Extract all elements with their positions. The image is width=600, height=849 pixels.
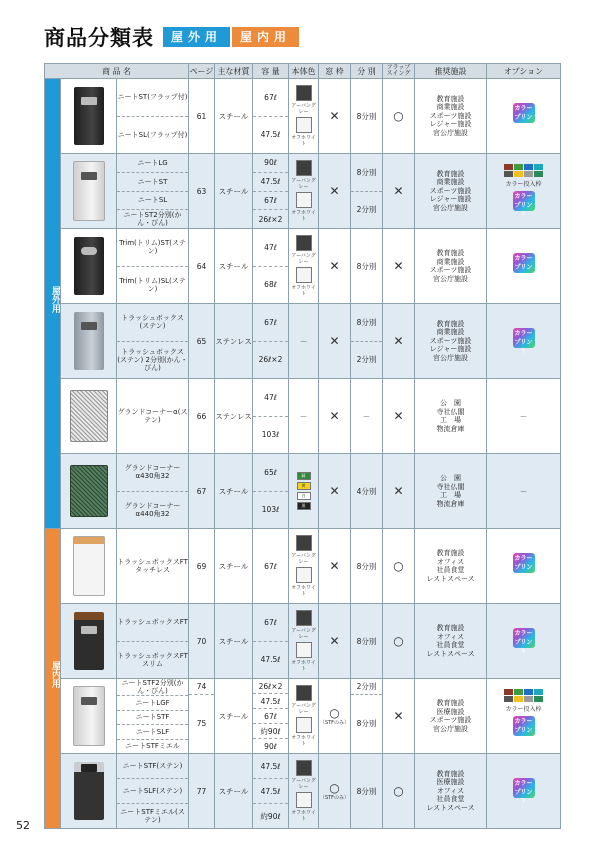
stf-only-note: （STFのみ）: [319, 795, 350, 801]
color-swatch-green: 緑: [297, 472, 311, 480]
product-name: トラッシュボックスFTスリム: [117, 651, 188, 668]
material: ステンレス: [215, 379, 253, 454]
color-swatch-yellow: 黄: [297, 482, 311, 490]
division: 8分別: [351, 229, 383, 304]
capacity: 103ℓ: [261, 505, 280, 515]
color-swatch-white: [296, 267, 312, 283]
color-frame-label: カラー投入枠: [505, 181, 542, 188]
col-facility: 推奨施設: [415, 64, 487, 79]
zone-indoor: 屋内用: [45, 529, 61, 829]
col-option: オプション: [487, 64, 561, 79]
capacity: 47.5ℓ: [260, 655, 281, 665]
product-name: ニートSL(フラップ付): [117, 130, 188, 139]
stf-only-note: （STFのみ）: [319, 720, 350, 726]
material: スチール: [215, 154, 253, 229]
window-mark: ✕: [319, 229, 351, 304]
table-row: [45, 454, 561, 529]
product-name: グランドコーナーα430角32: [117, 454, 188, 492]
page-ref: 64: [189, 229, 215, 304]
col-name: 商 品 名: [45, 64, 189, 79]
capacity: 68ℓ: [264, 280, 277, 290]
capacity: 90ℓ: [253, 154, 288, 173]
capacity: 67ℓ: [253, 604, 288, 642]
capacity: 47ℓ: [253, 379, 288, 417]
capacity: 90ℓ: [264, 741, 277, 751]
capacity: 47.5ℓ: [253, 779, 288, 804]
option-none: －: [487, 454, 561, 529]
color-swatch-group: [289, 472, 318, 510]
product-name: ニートLG: [117, 154, 188, 173]
color-swatch-gray: [296, 160, 312, 176]
page-ref: 70: [189, 604, 215, 679]
trash-bin-image: [70, 465, 108, 517]
col-division: 分 別: [351, 64, 383, 79]
division: 8分別: [351, 304, 382, 342]
product-name: Trim(トリム)SL(ステン): [119, 276, 186, 293]
table-row: 屋外用 ニートST(フラップ付) ニートSL(フラップ付) 61 スチール 67ℓ 47.5ℓ アーバングレー オフホワイト ✕ 8分別 ○ 教育施設 商業施設 スポーツ施設 レジャー施設 官公庁施設 カラー プリント: [45, 79, 561, 154]
page-number: 52: [16, 819, 30, 832]
table-row: トラッシュボックスFT トラッシュボックスFTスリム 70 スチール 67ℓ 47.5ℓ アーバングレー オフホワイト ✕ 8分別 ○ 教育施設 オフィス 社員食堂 レストスペース カラー プリント: [45, 604, 561, 679]
product-name: ニートST2分別(かん・びん): [123, 211, 182, 228]
table-row: [45, 379, 561, 454]
capacity: 67ℓ: [253, 304, 288, 342]
col-color: 本体色: [289, 64, 319, 79]
flap-mark: ✕: [383, 229, 415, 304]
color-swatch-gray: [296, 610, 312, 626]
page-header: [44, 22, 300, 52]
color-print-badge: カラー プリント: [514, 254, 533, 280]
option-none: －: [487, 379, 561, 454]
color-print-badge: カラー プリント: [514, 104, 533, 130]
capacity: 26ℓ×2: [253, 679, 288, 694]
window-mark: ○: [329, 781, 340, 795]
color-print-badge: カラー プリント: [514, 629, 533, 655]
flap-mark: ○: [383, 79, 415, 154]
color-print-badge: カラー プリント: [514, 193, 533, 218]
product-name: グランドコーナーα(ステン): [117, 408, 188, 424]
trash-bin-image: [73, 161, 105, 221]
product-name: トラッシュボックスFTタッチレス: [117, 558, 188, 574]
color-none: －: [289, 304, 319, 379]
page-ref: 66: [189, 379, 215, 454]
facilities: 公 園 寺社仏閣 工 場 物流倉庫: [436, 474, 465, 508]
trash-bin-image: [74, 87, 104, 145]
capacity: 67ℓ: [253, 79, 288, 117]
division: －: [351, 379, 383, 454]
product-name: ニートST(フラップ付): [117, 79, 188, 117]
facilities: 教育施設 商業施設 スポーツ施設 レジャー施設 官公庁施設: [429, 94, 472, 137]
product-name: ニートLGF: [117, 696, 188, 711]
table-row: [45, 304, 561, 379]
division: 8分別: [351, 79, 383, 154]
capacity: 47.5ℓ: [253, 754, 288, 779]
capacity: 67ℓ: [253, 192, 288, 211]
division: 8分別: [351, 529, 383, 604]
capacity: 約90ℓ: [253, 724, 288, 739]
color-swatch-gray: [296, 85, 312, 101]
table-row: 屋内用 トラッシュボックスFTタッチレス 69 スチール 67ℓ アーバングレー オフホワイト ✕ 8分別 ○ 教育施設 オフィス 社員食堂 レストスペース カラー プリント: [45, 529, 561, 604]
capacity: 26ℓ×2: [258, 355, 283, 365]
division: 8分別: [351, 154, 382, 192]
color-swatch-gray: [296, 760, 312, 776]
trash-bin-image: [74, 762, 104, 820]
trash-bin-image: [73, 536, 105, 596]
product-name: ニートSTFミエル(ステン): [120, 808, 185, 824]
flap-mark: ✕: [383, 379, 415, 454]
product-image: [61, 79, 117, 154]
page-ref: 61: [189, 79, 215, 154]
material: スチール: [215, 529, 253, 604]
page-ref: 75: [196, 719, 207, 729]
color-frame-label: カラー投入枠: [505, 706, 542, 713]
trash-bin-image: [74, 612, 104, 670]
col-flap: フラップ スイング: [383, 64, 415, 79]
division: 8分別: [356, 719, 377, 729]
color-swatch-white: [296, 792, 312, 808]
capacity: 47.5ℓ: [260, 130, 281, 140]
tag-indoor: 屋内用: [231, 26, 300, 48]
product-name: ニートSL: [117, 192, 188, 211]
color-swatch-white: [296, 192, 312, 208]
product-name: ニートSTF: [117, 711, 188, 726]
tag-outdoor: 屋外用: [162, 26, 231, 48]
product-name: ニートSTFミエル: [125, 742, 180, 751]
product-name: ニートSLF(ステン): [117, 779, 188, 804]
trash-bin-image: [73, 686, 105, 746]
color-frame-palette: [487, 164, 560, 177]
flap-mark: ○: [383, 529, 415, 604]
window-mark: ✕: [319, 604, 351, 679]
division: 2分別: [351, 679, 382, 695]
page-ref: 69: [189, 529, 215, 604]
table-row: ニートSTF(ステン) ニートSLF(ステン) ニートSTFミエル(ステン) 77 スチール 47.5ℓ 47.5ℓ 約90ℓ アーバングレー オフホワイト ○ （STFのみ） 8分別 ○ 教育施設 医療施設 オフィス 社員食堂 レストスペース カラー プリント: [45, 754, 561, 829]
color-swatch-gray: [296, 685, 312, 701]
division: 4分別: [351, 454, 383, 529]
color-swatch-white: 白: [297, 492, 311, 500]
page-title: 商品分類表: [44, 26, 154, 50]
division: 8分別: [351, 604, 383, 679]
capacity: 47.5ℓ: [253, 173, 288, 192]
division: 2分別: [356, 355, 377, 365]
division: 8分別: [351, 754, 383, 829]
page-ref: 67: [189, 454, 215, 529]
product-name: トラッシュボックスFT: [117, 604, 188, 642]
col-window: 窓 枠: [319, 64, 351, 79]
trash-bin-image: [70, 390, 108, 442]
flap-mark: ✕: [383, 454, 415, 529]
flap-mark: ○: [383, 754, 415, 829]
product-name: Trim(トリム)ST(ステン): [117, 229, 188, 267]
facilities: 教育施設 医療施設 オフィス 社員食堂 レストスペース: [426, 769, 475, 812]
capacity: 約90ℓ: [260, 811, 281, 821]
product-name: トラッシュボックス(ステン): [117, 304, 188, 342]
material: スチール: [215, 454, 253, 529]
product-name: ニートSLF: [117, 725, 188, 740]
flap-mark: ○: [383, 604, 415, 679]
product-name: ニートST: [117, 173, 188, 192]
material: スチール: [215, 679, 253, 754]
product-name: グランドコーナーα440角32: [124, 501, 181, 518]
product-table: [44, 63, 561, 829]
color-swatch-white: [296, 567, 312, 583]
color-print-badge: カラー プリント: [514, 718, 533, 743]
color-frame-palette: [487, 689, 560, 702]
capacity: 67ℓ: [264, 561, 277, 571]
capacity: 65ℓ: [253, 454, 288, 492]
capacity: 26ℓ×2: [258, 214, 283, 224]
col-material: 主な材質: [215, 64, 253, 79]
division: 2分別: [356, 205, 377, 215]
page-ref: 77: [189, 754, 215, 829]
facilities: 教育施設 商業施設 スポーツ施設 官公庁施設: [429, 249, 472, 283]
page-ref: 65: [189, 304, 215, 379]
table-header-row: [45, 64, 561, 79]
zone-outdoor: 屋外用: [45, 79, 61, 529]
col-capacity: 容 量: [253, 64, 289, 79]
facilities: 教育施設 医療施設 スポーツ施設 官公庁施設: [429, 699, 472, 733]
table-row: ニートLG ニートST ニートSL ニートST2分別(かん・びん) 63 スチール 90ℓ 47.5ℓ 67ℓ 26ℓ×2 アーバングレー オフホワイト ✕ 8分別 2分別 ✕ 教育施設 商業施設 スポーツ施設 レジャー施設 官公庁施設 カラー投入枠 カラー プリント: [45, 154, 561, 229]
color-swatch-gray: [296, 235, 312, 251]
window-mark: ✕: [319, 304, 351, 379]
capacity: 47.5ℓ: [253, 694, 288, 709]
material: スチール: [215, 754, 253, 829]
color-print-badge: カラー プリント: [514, 554, 533, 580]
window-mark: ✕: [319, 79, 351, 154]
color-swatch-gray: [296, 535, 312, 551]
facilities: 教育施設 商業施設 スポーツ施設 レジャー施設 官公庁施設: [429, 169, 472, 212]
color-swatch-white: [296, 117, 312, 133]
capacity: 67ℓ: [253, 709, 288, 724]
capacity: 103ℓ: [261, 430, 280, 440]
material: ステンレス: [215, 304, 253, 379]
window-mark: ○: [329, 706, 340, 720]
facilities: 教育施設 オフィス 社員食堂 レストスペース: [426, 624, 475, 658]
color-print-badge: カラー プリント: [514, 779, 533, 805]
trash-bin-image: [74, 312, 104, 370]
facilities: 教育施設 オフィス 社員食堂 レストスペース: [426, 549, 475, 583]
color-none: －: [289, 379, 319, 454]
window-mark: ✕: [319, 454, 351, 529]
material: スチール: [215, 79, 253, 154]
color-swatch-black: 黒: [297, 502, 311, 510]
flap-mark: ✕: [383, 679, 415, 754]
material: スチール: [215, 229, 253, 304]
facilities: 公 園 寺社仏閣 工 場 物流倉庫: [436, 399, 465, 433]
page-ref: 63: [189, 154, 215, 229]
capacity: 47ℓ: [253, 229, 288, 267]
window-mark: ✕: [319, 529, 351, 604]
product-name: ニートSTF(ステン): [117, 754, 188, 779]
color-swatch-white: [296, 717, 312, 733]
window-mark: ✕: [319, 379, 351, 454]
material: スチール: [215, 604, 253, 679]
flap-mark: ✕: [383, 154, 415, 229]
trash-bin-image: [74, 237, 104, 295]
color-print-badge: カラー プリント: [514, 329, 533, 355]
window-mark: ✕: [319, 154, 351, 229]
flap-mark: ✕: [383, 304, 415, 379]
facilities: 教育施設 商業施設 スポーツ施設 レジャー施設 官公庁施設: [429, 319, 472, 362]
product-name: ニートSTF2分別(かん・びん): [117, 679, 188, 696]
table-row: Trim(トリム)ST(ステン) Trim(トリム)SL(ステン) 64 スチール 47ℓ 68ℓ アーバングレー オフホワイト ✕ 8分別 ✕ 教育施設 商業施設 スポーツ施設 官公庁施設 カラー プリント: [45, 229, 561, 304]
page-ref: 74: [189, 679, 214, 695]
color-swatch-white: [296, 642, 312, 658]
col-page: ページ: [189, 64, 215, 79]
table-row: ニートSTF2分別(かん・びん) ニートLGF ニートSTF ニートSLF ニートSTFミエル 74 75 スチール 26ℓ×2 47.5ℓ 67ℓ 約90ℓ 90ℓ アーバングレー オフホワイト ○ （STFのみ） 2分別 8分別 ✕ 教育施設 医療施設 スポーツ施設 官公庁施設 カラー投入枠 カラー プリント: [45, 679, 561, 754]
product-name: トラッシュボックス(ステン) 2分別(かん・びん): [117, 347, 188, 372]
